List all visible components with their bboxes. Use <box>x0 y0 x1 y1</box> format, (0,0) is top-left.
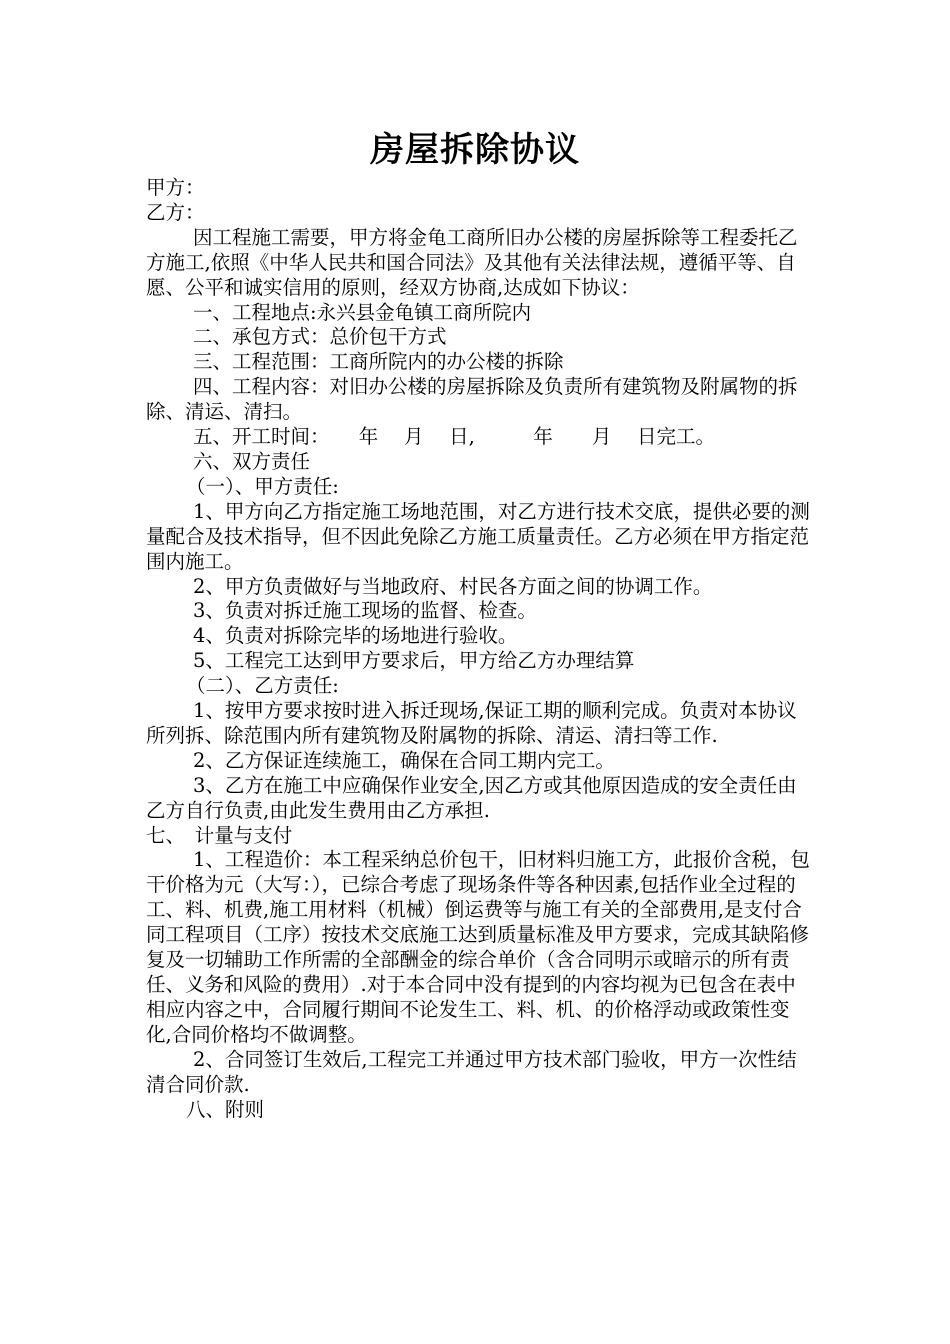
payment-clause-2: 2、合同签订生效后,工程完工并通过甲方技术部门验收，甲方一次性结清合同价款. <box>146 1047 797 1096</box>
item-measurement-payment: 七、 计量与支付 <box>146 823 293 847</box>
party-b-line: 乙方： <box>146 200 205 224</box>
item-content: 四、工程内容：对旧办公楼的房屋拆除及负责所有建筑物及附属物的拆除、清运、清扫。 <box>146 375 798 424</box>
item-start-time: 五、开工时间： 年 月 日, 年 月 日完工。 <box>193 425 716 449</box>
payment-clause-1: 1、工程造价：本工程采纳总价包干，旧材料归施工方，此报价含税，包干价格为元（大写：），已综合考虑了现场条件等各种因素,包括作业全过程的工、料、机费,施工用材料（机械）倒运费等与施工有关的全部费用,是支付合同工程项目（工序）按技术交底施工达到质量标准及甲方要求，完成其缺陷修复及一切辅助工作所需的全部酬金的综合单价（含合同明示或暗示的所有责任、义务和风险的费用）.对于本合同中没有提到的内容均视为已包含在表中相应内容之中，合同履行期间不论发生工、料、机、的价格浮动或政策性变化,合同价格均不做调整。 <box>146 848 810 1046</box>
item-location: 一、工程地点:永兴县金龟镇工商所院内 <box>193 300 532 324</box>
party-a-line: 甲方： <box>146 176 205 199</box>
document-title: 房屋拆除协议 <box>370 130 580 170</box>
item-responsibilities: 六、双方责任 <box>193 449 311 473</box>
item-scope: 三、工程范围：工商所院内的办公楼的拆除 <box>193 350 564 374</box>
party-b-resp-2: 2、乙方保证连续施工，确保在合同工期内完工。 <box>193 748 615 772</box>
party-a-resp-2: 2、甲方负责做好与当地政府、村民各方面之间的协调工作。 <box>193 574 713 598</box>
item-supplementary: 八、附则 <box>186 1097 265 1121</box>
document-body <box>146 176 812 1122</box>
party-a-resp-heading: （一）、甲方责任: <box>186 474 339 498</box>
intro-paragraph: 因工程施工需要，甲方将金龟工商所旧办公楼的房屋拆除等工程委托乙方施工,依照《中华人民共和国合同法》及其他有关法律法规，遵循平等、自愿、公平和诚实信用的原则，经双方协商,达成如下协议： <box>146 225 798 299</box>
party-b-resp-heading: （二）、乙方责任: <box>186 674 339 698</box>
party-b-resp-3: 3、乙方在施工中应确保作业安全,因乙方或其他原因造成的安全责任由乙方自行负责,由此发生费用由乙方承担. <box>146 773 797 822</box>
party-a-resp-5: 5、工程完工达到甲方要求后，甲方给乙方办理结算 <box>193 649 635 673</box>
party-a-resp-3: 3、负责对拆迁施工现场的监督、检查。 <box>193 599 537 623</box>
party-a-resp-1: 1、甲方向乙方指定施工场地范围，对乙方进行技术交底，提供必要的测量配合及技术指导，但不因此免除乙方施工质量责任。乙方必须在甲方指定范围内施工。 <box>146 499 810 573</box>
item-contract-method: 二、承包方式：总价包干方式 <box>193 325 447 349</box>
party-a-resp-4: 4、负责对拆除完毕的场地进行验收。 <box>193 624 518 648</box>
party-b-resp-1: 1、按甲方要求按时进入拆迁现场,保证工期的顺利完成。负责对本协议所列拆、除范围内所有建筑物及附属物的拆除、清运、清扫等工作. <box>146 699 797 747</box>
